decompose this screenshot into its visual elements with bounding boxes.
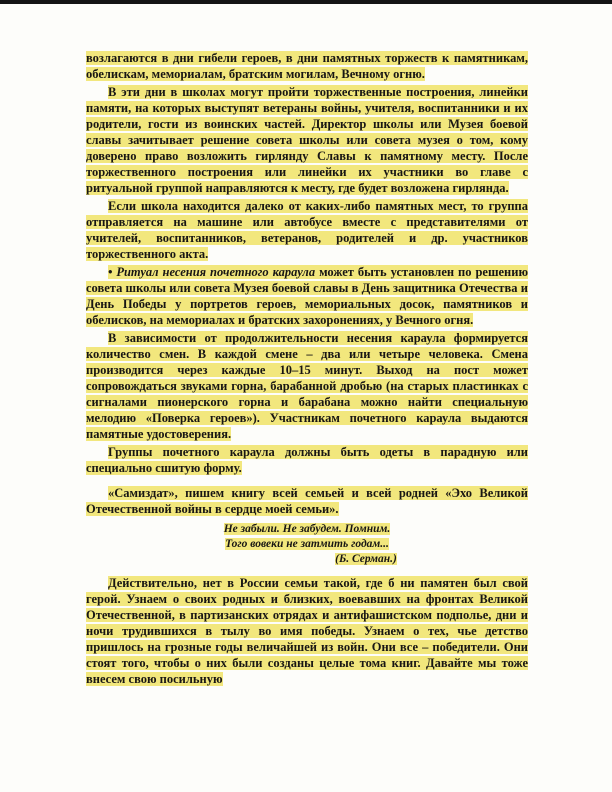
ritual-lead-italic: • Ритуал несения почетного караула — [108, 265, 316, 279]
highlighted-text: «Самиздат», пишем книгу всей семьей и всей родней «Эхо Великой Отечественной войны в сердце моей семьи». — [86, 486, 528, 516]
poem-quote — [86, 522, 528, 567]
highlighted-text: Группы почетного караула должны быть одеты в парадную или специально сшитую форму. — [86, 445, 528, 475]
highlighted-text: В эти дни в школах могут пройти торжественные построения, линейки памяти, на которых выступят ветераны войны, учителя, воспитанники и их родители, гости из воинских частей. Директор школы или Музея боевой славы зачитывает решение совета школы или совета музея о том, кому доверено право возложить гирлянду Славы к памятному месту. После торжественного построения или линейки их участники во главе с ритуальной группой направляются к месту, где будет возложена гирлянда. — [86, 85, 528, 195]
quote-line — [86, 522, 528, 537]
highlighted-text: Того вовеки не затмить годам... — [225, 538, 389, 550]
highlighted-text: возлагаются в дни гибели героев, в дни памятных торжеств к памятникам, обелискам, мемориалам, братским могилам, Вечному огню. — [86, 51, 528, 81]
highlighted-text: В зависимости от продолжительности несения караула формируется количество смен. В каждой смене – два или четыре человека. Смена производится через каждые 10–15 минут. Выход на пост может сопровождаться звуками горна, барабанной дробью (на старых пластинках с сигналами пионерского горна и барабана можно найти специальную мелодию «Поверка героев»). Участникам почетного караула выдаются памятные удостоверения. — [86, 331, 528, 441]
paragraph — [86, 575, 528, 687]
quote-attribution — [86, 552, 528, 567]
paragraph-samizdat-heading — [86, 485, 528, 517]
highlighted-text: может быть установлен по решению совета школы или совета Музея боевой славы в День защитника Отечества и День Победы у портретов героев, мемориальных досок, памятников и обелисков, на мемориалах и братских захоронениях, у Вечного огня. — [86, 265, 529, 327]
quote-line — [86, 537, 528, 552]
text-block — [86, 50, 528, 689]
paragraph — [86, 84, 528, 196]
paragraph — [86, 444, 528, 476]
highlighted-text: Если школа находится далеко от каких-либо памятных мест, то группа отправляется на машине или автобусе вместе с представителями от учителей, воспитанников, ветеранов, родителей и др. участников торжественного акта. — [86, 199, 528, 261]
paragraph — [86, 198, 528, 262]
highlighted-text: Не забыли. Не забудем. Помним. — [223, 523, 391, 535]
paragraph-ritual — [86, 264, 528, 328]
paragraph — [86, 330, 528, 442]
paragraph-continuation — [86, 50, 528, 82]
highlighted-text: Действительно, нет в России семьи такой, где б ни памятен был свой герой. Узнаем о своих родных и близких, воевавших на фронтах Великой Отечественной, в партизанских отрядах и антифашистском подполье, дни и ночи трудившихся в тылу во имя победы. Узнаем о тех, чье детство пришлось на грозные годы величайшей из войн. Они все – победители. Они стоят того, чтобы о них были созданы целые тома книг. Давайте мы тоже внесем свою посильную — [86, 576, 528, 686]
highlighted-text: (Б. Серман.) — [335, 553, 397, 565]
page-top-edge — [0, 0, 612, 4]
